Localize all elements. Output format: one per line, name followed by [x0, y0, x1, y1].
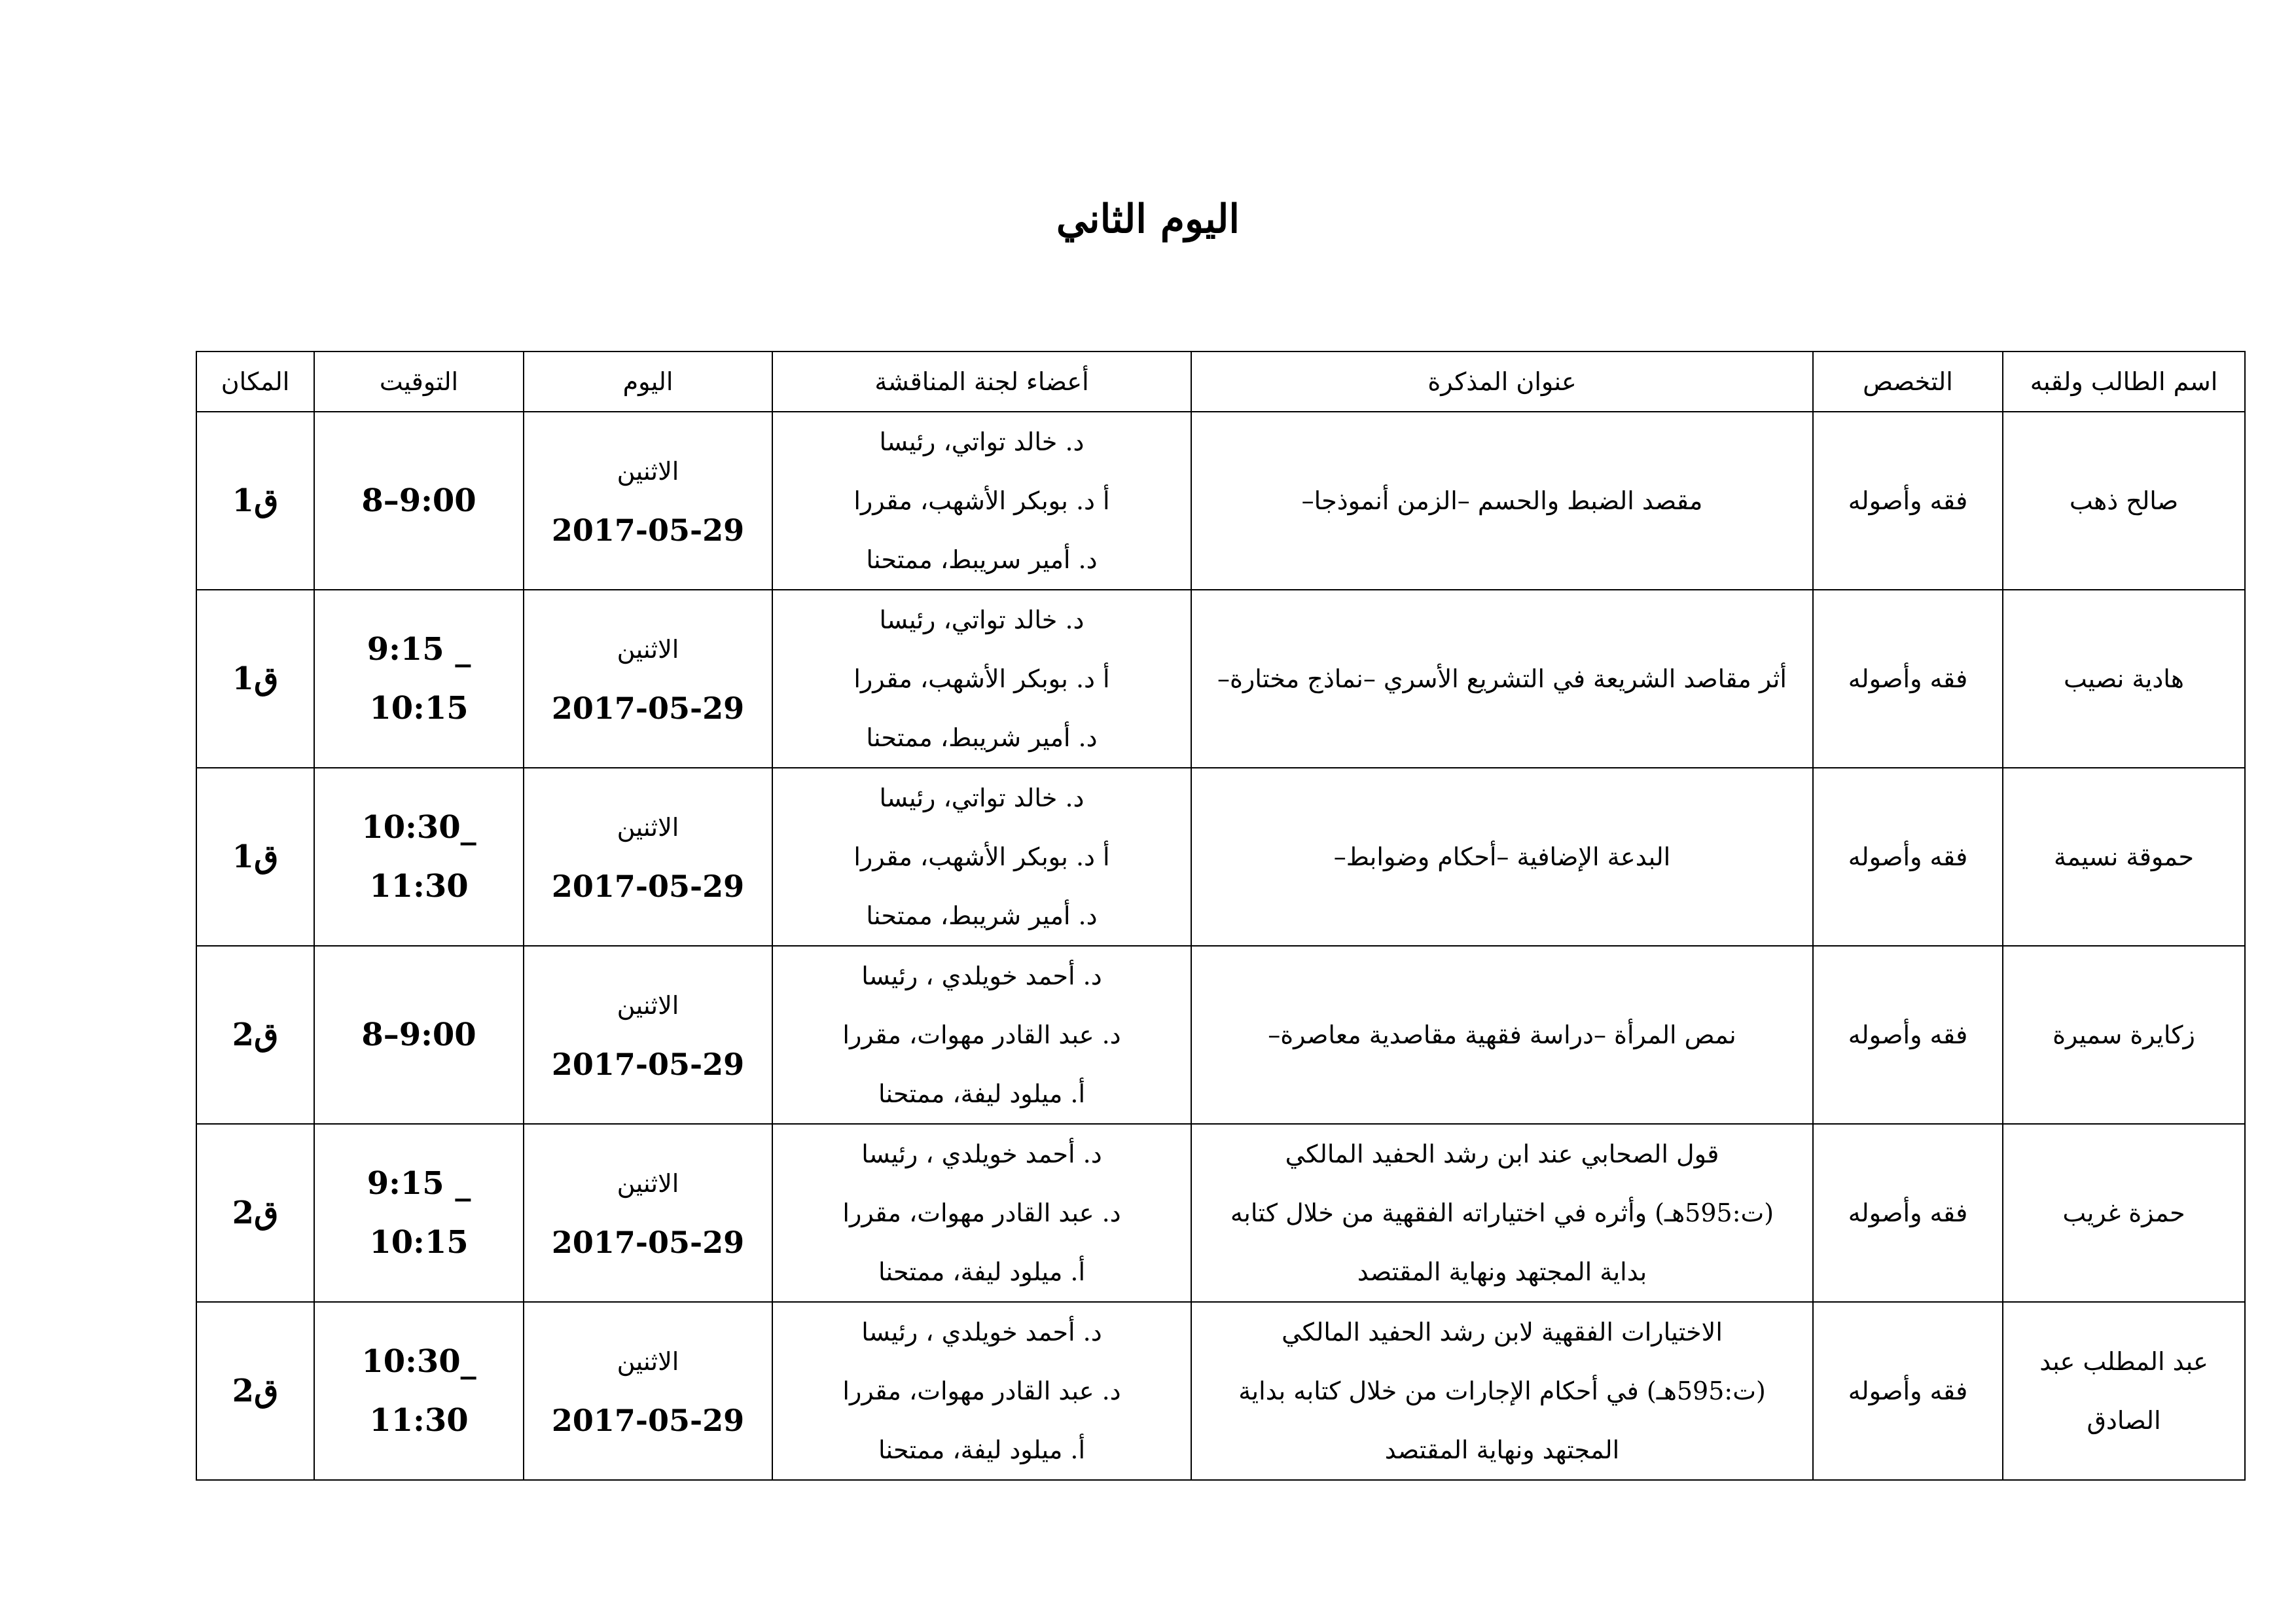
day-name: الاثنين [617, 635, 679, 664]
committee-member: د. أحمد خويلدي ، رئيسا [861, 962, 1102, 990]
time-cell [314, 1124, 524, 1302]
specialty: فقه وأصوله [1813, 946, 2003, 1124]
day-cell [524, 1124, 772, 1302]
committee [772, 1124, 1191, 1302]
thesis-title [1191, 946, 1813, 1124]
date: 2017-05-29 [551, 1403, 745, 1438]
page-title: اليوم الثاني [1056, 196, 1240, 242]
committee-member: د. أحمد خويلدي ، رئيسا [861, 1140, 1102, 1168]
header-committee: أعضاء لجنة المناقشة [772, 352, 1191, 412]
date: 2017-05-29 [551, 1047, 745, 1082]
thesis-line: (ت:595هـ) وأثره في اختياراته الفقهية من خلال كتابه [1230, 1199, 1774, 1227]
committee-member: د. خالد تواتي، رئيسا [879, 427, 1085, 456]
day-name: الاثنين [617, 813, 679, 842]
thesis-title [1191, 1124, 1813, 1302]
committee-member: د. خالد تواتي، رئيسا [879, 605, 1085, 634]
table-row [196, 590, 2245, 768]
day-cell [524, 1302, 772, 1480]
time-cell [314, 590, 524, 768]
date: 2017-05-29 [551, 513, 745, 548]
committee-member: أ. ميلود ليفة، ممتحنا [878, 1257, 1086, 1286]
date: 2017-05-29 [551, 1225, 745, 1260]
specialty: فقه وأصوله [1813, 1124, 2003, 1302]
student-name: حمزة غريب [2003, 1124, 2245, 1302]
place: ق1 [196, 412, 314, 590]
specialty: فقه وأصوله [1813, 590, 2003, 768]
thesis-title [1191, 1302, 1813, 1480]
time-line: 11:30 [369, 1402, 469, 1439]
time-line: 10:15 [369, 690, 469, 727]
committee-member: د. أحمد خويلدي ، رئيسا [861, 1318, 1102, 1346]
time-line: 8–9:00 [361, 1017, 476, 1053]
defense-schedule-table [196, 351, 2246, 1481]
thesis-line: قول الصحابي عند ابن رشد الحفيد المالكي [1285, 1140, 1719, 1168]
student-name: زكايرة سميرة [2003, 946, 2245, 1124]
header-place: المكان [196, 352, 314, 412]
student-name: صالح ذهب [2003, 412, 2245, 590]
day-name: الاثنين [617, 1169, 679, 1198]
time-cell [314, 946, 524, 1124]
thesis-line: مقصد الضبط والحسم –الزمن أنموذجا– [1301, 486, 1703, 515]
place: ق2 [196, 1302, 314, 1480]
thesis-title [1191, 768, 1813, 946]
header-time: التوقيت [314, 352, 524, 412]
thesis-line: (ت:595هـ) في أحكام الإجارات من خلال كتابه بداية [1238, 1377, 1766, 1405]
committee [772, 412, 1191, 590]
day-cell [524, 590, 772, 768]
time-line: 9:15 _ [367, 1165, 471, 1202]
thesis-line: أثر مقاصد الشريعة في التشريع الأسري –نماذج مختارة– [1217, 664, 1787, 693]
table-row [196, 768, 2245, 946]
table-row [196, 412, 2245, 590]
time-line: 10:30_ [361, 809, 476, 846]
header-name: اسم الطالب ولقبه [2003, 352, 2245, 412]
time-cell [314, 768, 524, 946]
header-specialty: التخصص [1813, 352, 2003, 412]
day-name: الاثنين [617, 457, 679, 486]
date: 2017-05-29 [551, 691, 745, 726]
time-line: 10:15 [369, 1224, 469, 1261]
committee-member: أ د. بوبكر الأشهب، مقررا [853, 842, 1110, 871]
thesis-line: الاختيارات الفقهية لابن رشد الحفيد المالكي [1282, 1318, 1723, 1346]
committee-member: د. عبد القادر مهوات، مقررا [842, 1020, 1121, 1049]
day-cell [524, 768, 772, 946]
committee-member: أ. ميلود ليفة، ممتحنا [878, 1435, 1086, 1464]
table-row [196, 946, 2245, 1124]
student-name: عبد المطلب عبد الصادق [2003, 1302, 2245, 1480]
time-line: 8–9:00 [361, 482, 476, 519]
committee [772, 590, 1191, 768]
table-row [196, 1124, 2245, 1302]
committee-member: أ. ميلود ليفة، ممتحنا [878, 1079, 1086, 1108]
committee-member: د. أمير سريبط، ممتحنا [866, 545, 1098, 574]
day-name: الاثنين [617, 1347, 679, 1376]
thesis-title [1191, 590, 1813, 768]
time-cell [314, 1302, 524, 1480]
day-cell [524, 412, 772, 590]
committee-member: د. أمير شريبط، ممتحنا [866, 901, 1098, 930]
specialty: فقه وأصوله [1813, 768, 2003, 946]
day-cell [524, 946, 772, 1124]
table-row [196, 1302, 2245, 1480]
committee-member: أ د. بوبكر الأشهب، مقررا [853, 486, 1110, 515]
place: ق2 [196, 946, 314, 1124]
committee-member: د. أمير شريبط، ممتحنا [866, 723, 1098, 752]
specialty: فقه وأصوله [1813, 1302, 2003, 1480]
time-line: 9:15 _ [367, 631, 471, 668]
thesis-title [1191, 412, 1813, 590]
day-name: الاثنين [617, 991, 679, 1020]
student-name: هادية نصيب [2003, 590, 2245, 768]
place: ق2 [196, 1124, 314, 1302]
committee [772, 946, 1191, 1124]
time-line: 11:30 [369, 868, 469, 905]
time-line: 10:30_ [361, 1343, 476, 1380]
header-thesis: عنوان المذكرة [1191, 352, 1813, 412]
place: ق1 [196, 590, 314, 768]
thesis-line: بداية المجتهد ونهاية المقتصد [1357, 1257, 1647, 1286]
student-name: حموقة نسيمة [2003, 768, 2245, 946]
time-cell [314, 412, 524, 590]
thesis-line: المجتهد ونهاية المقتصد [1384, 1435, 1620, 1464]
thesis-line: البدعة الإضافية –أحكام وضوابط– [1333, 842, 1671, 871]
header-row [196, 352, 2245, 412]
specialty: فقه وأصوله [1813, 412, 2003, 590]
committee-member: أ د. بوبكر الأشهب، مقررا [853, 664, 1110, 693]
committee-member: د. خالد تواتي، رئيسا [879, 784, 1085, 812]
header-day: اليوم [524, 352, 772, 412]
committee [772, 768, 1191, 946]
committee [772, 1302, 1191, 1480]
thesis-line: نمص المرأة –دراسة فقهية مقاصدية معاصرة– [1268, 1020, 1736, 1049]
place: ق1 [196, 768, 314, 946]
committee-member: د. عبد القادر مهوات، مقررا [842, 1377, 1121, 1405]
date: 2017-05-29 [551, 869, 745, 904]
committee-member: د. عبد القادر مهوات، مقررا [842, 1199, 1121, 1227]
